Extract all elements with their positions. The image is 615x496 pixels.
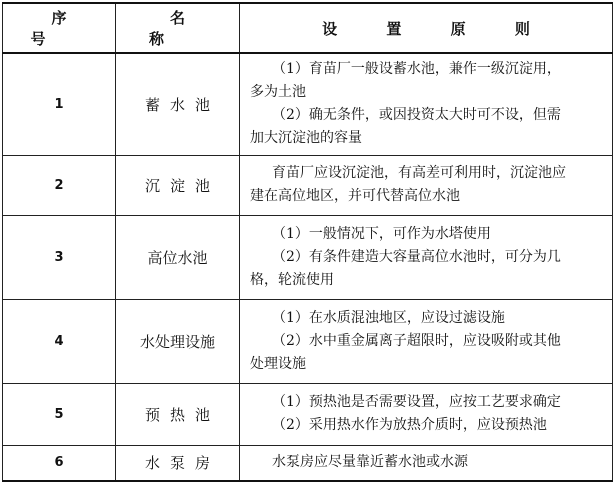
table-row xyxy=(3,445,613,481)
table-row xyxy=(3,53,613,155)
row-principle xyxy=(240,299,613,383)
row-principle xyxy=(240,155,613,215)
principle-line: （1）在水质混浊地区，应设过滤设施 xyxy=(272,309,505,326)
header-principle: 设 置 原 则 xyxy=(240,3,613,53)
row-number: 6 xyxy=(3,445,116,481)
row-number: 2 xyxy=(3,155,116,215)
row-principle xyxy=(240,215,613,299)
row-name: 预热池 xyxy=(116,383,240,445)
row-number: 3 xyxy=(3,215,116,299)
row-name: 沉淀池 xyxy=(116,155,240,215)
principle-line: 建在高位地区，并可代替高位水池 xyxy=(250,188,460,204)
water-facility-table xyxy=(2,2,613,482)
table-row xyxy=(3,155,613,215)
principle-line: 格，轮流使用 xyxy=(250,271,334,288)
row-name: 水泵房 xyxy=(116,445,240,481)
header-number: 序 号 xyxy=(3,3,116,53)
document-page xyxy=(2,2,612,482)
principle-line: （2）水中重金属离子超限时，应设吸附或其他 xyxy=(272,332,561,349)
table-row xyxy=(3,299,613,383)
principle-line: （2）采用热水作为放热介质时，应设预热池 xyxy=(272,417,547,433)
principle-line: 加大沉淀池的容量 xyxy=(250,130,362,147)
principle-line: 处理设施 xyxy=(250,355,306,372)
row-principle xyxy=(240,383,613,445)
principle-line: （1）一般情况下，可作为水塔使用 xyxy=(272,225,491,242)
row-number: 1 xyxy=(3,53,116,155)
principle-line: （2）有条件建造大容量高位水池时，可分为几 xyxy=(272,248,561,265)
row-principle xyxy=(240,53,613,155)
row-number: 4 xyxy=(3,299,116,383)
header-name: 名 称 xyxy=(116,3,240,53)
row-name: 蓄水池 xyxy=(116,53,240,155)
principle-line: （2）确无条件，或因投资太大时可不设，但需 xyxy=(272,107,561,124)
principle-line: 育苗厂应设沉淀池，有高差可利用时，沉淀池应 xyxy=(272,165,566,181)
row-principle xyxy=(240,445,613,481)
principle-line: （1）预热池是否需要设置，应按工艺要求确定 xyxy=(272,394,561,410)
table-row xyxy=(3,215,613,299)
table-row xyxy=(3,383,613,445)
principle-line: （1）育苗厂一般设蓄水池，兼作一级沉淀用， xyxy=(272,61,561,78)
table-header-row xyxy=(3,3,613,53)
row-name: 高位水池 xyxy=(116,215,240,299)
row-number: 5 xyxy=(3,383,116,445)
principle-line: 水泵房应尽量靠近蓄水池或水源 xyxy=(272,454,468,471)
principle-line: 多为土池 xyxy=(250,84,306,101)
row-name: 水处理设施 xyxy=(116,299,240,383)
